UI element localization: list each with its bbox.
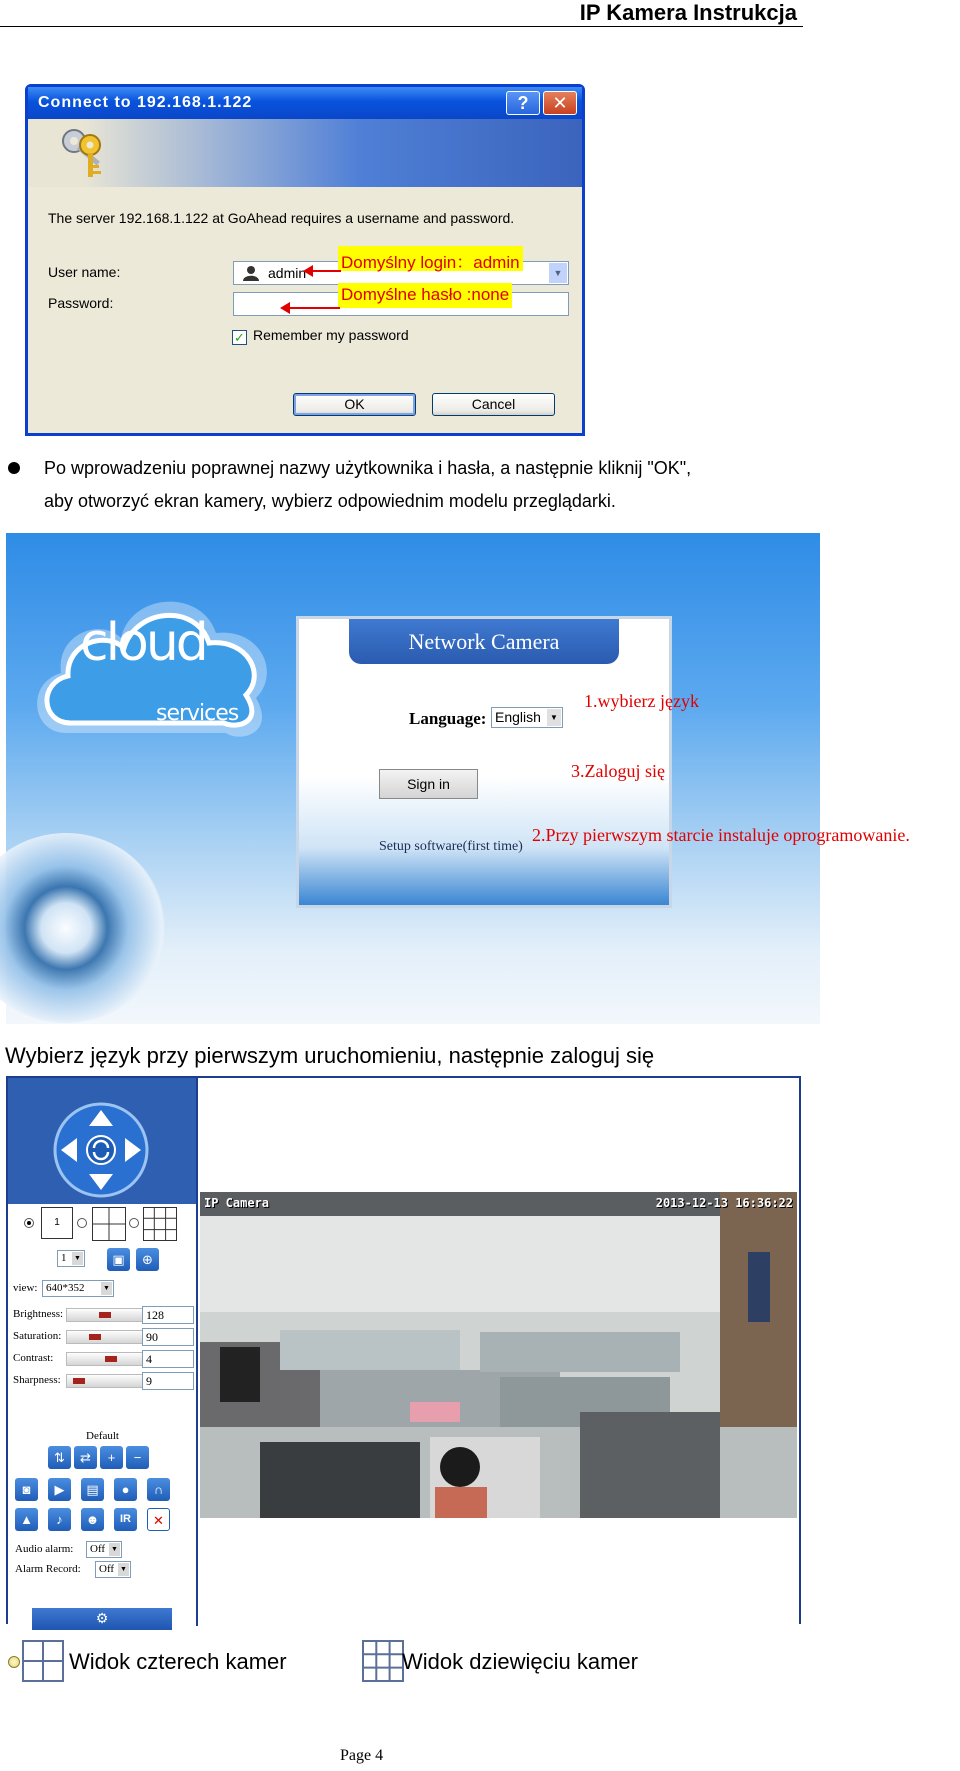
step2-annotation: 2.Przy pierwszym starcie instaluje oprogramowanie.	[532, 825, 910, 845]
ir-icon[interactable]: IR	[114, 1508, 137, 1531]
keys-icon	[58, 125, 114, 179]
ptz-header	[8, 1078, 196, 1204]
checkbox-check-icon[interactable]: ✓	[232, 330, 247, 345]
control-panel	[8, 1078, 198, 1626]
microphone-icon[interactable]: ●	[114, 1478, 137, 1501]
instruction-paragraph	[44, 452, 814, 518]
alarm-record-value: Off	[99, 1563, 115, 1575]
setting-label: Contrast:	[13, 1352, 54, 1364]
section-caption: Wybierz język przy pierwszym uruchomieniu, następnie zaloguj się	[5, 1043, 655, 1068]
nine-view-label: Widok dziewięciu kamer	[402, 1649, 638, 1674]
network-camera-login-screen	[6, 533, 910, 1024]
video-feed[interactable]	[200, 1192, 797, 1518]
four-view-grid-icon	[22, 1640, 64, 1682]
preset-target-icon[interactable]: ⊕	[136, 1248, 159, 1271]
setting-value-field[interactable]: 9	[142, 1372, 194, 1390]
channel-select[interactable]	[57, 1250, 85, 1267]
setting-value-field[interactable]: 128	[142, 1306, 194, 1324]
nine-view-icon[interactable]	[143, 1207, 177, 1241]
remember-password-checkbox[interactable]	[232, 327, 409, 345]
setting-value-field[interactable]: 4	[142, 1350, 194, 1368]
audio-alarm-select[interactable]	[86, 1541, 122, 1558]
language-label: Language:	[409, 709, 487, 728]
default-label: Default	[86, 1430, 119, 1442]
setting-slider[interactable]	[66, 1352, 144, 1366]
quad-view-icon[interactable]	[92, 1207, 126, 1241]
setup-software-link[interactable]: Setup software(first time)	[379, 839, 523, 854]
setting-slider[interactable]	[66, 1308, 144, 1322]
ok-button[interactable]: OK	[293, 393, 416, 416]
cancel-button[interactable]: Cancel	[432, 393, 555, 416]
close-button[interactable]: ✕	[543, 91, 577, 115]
chevron-down-icon[interactable]: ▼	[101, 1282, 112, 1295]
setting-label: Saturation:	[13, 1330, 62, 1342]
login-arrow-icon	[311, 270, 341, 272]
default-login-annotation: Domyślny login：admin	[338, 246, 523, 271]
settings-gear-button[interactable]	[32, 1608, 172, 1630]
lock-icon[interactable]: ▲	[15, 1508, 38, 1531]
resolution-value: 640*352	[46, 1282, 85, 1294]
clapper-icon[interactable]: ▤	[81, 1478, 104, 1501]
camera-web-interface	[6, 1076, 801, 1624]
four-view-label: Widok czterech kamer	[69, 1649, 287, 1674]
audio-alarm-value: Off	[90, 1543, 106, 1555]
user-icon	[242, 265, 260, 281]
chevron-down-icon[interactable]: ▼	[109, 1543, 120, 1556]
cloud-logo-subtext: services	[156, 701, 239, 726]
password-arrow-icon	[288, 307, 340, 309]
dialog-title: Connect to 192.168.1.122	[38, 94, 253, 111]
setting-label: Brightness:	[13, 1308, 64, 1320]
dialog-message: The server 192.168.1.122 at GoAhead requires a username and password.	[48, 210, 515, 226]
ptz-control-icon[interactable]	[53, 1102, 149, 1198]
document-title: IP Kamera Instrukcja	[579, 0, 797, 25]
dialog-titlebar	[28, 87, 582, 119]
record-video-icon[interactable]: ▶	[48, 1478, 71, 1501]
gear-icon: ⚙	[95, 1610, 109, 1626]
page-number: Page 4	[340, 1747, 384, 1764]
video-timestamp: 2013-12-13 16:36:22	[655, 1196, 793, 1210]
quad-view-radio[interactable]	[77, 1218, 87, 1228]
document-header	[0, 0, 803, 27]
setting-slider[interactable]	[66, 1330, 144, 1344]
setting-value-field[interactable]: 90	[142, 1328, 194, 1346]
nine-view-radio[interactable]	[129, 1218, 139, 1228]
dialog-banner	[28, 119, 582, 187]
single-view-radio[interactable]	[24, 1218, 34, 1228]
username-dropdown-icon[interactable]: ▼	[549, 263, 567, 283]
language-select[interactable]	[491, 707, 563, 728]
help-button[interactable]: ?	[506, 91, 540, 115]
alarm-record-select[interactable]	[95, 1561, 131, 1578]
channel-value: 1	[61, 1252, 67, 1264]
save-icon[interactable]: ▣	[107, 1248, 130, 1271]
single-view-label: 1	[54, 1217, 60, 1228]
single-view-icon[interactable]	[41, 1207, 73, 1239]
office-video-frame	[200, 1192, 797, 1518]
alarm-record-label: Alarm Record:	[15, 1563, 81, 1575]
zoom-out-icon[interactable]: −	[126, 1446, 149, 1469]
audio-alarm-label: Audio alarm:	[15, 1543, 74, 1555]
chevron-down-icon[interactable]: ▼	[72, 1252, 83, 1265]
view-label: view:	[13, 1282, 38, 1294]
remember-password-label: Remember my password	[253, 327, 409, 343]
password-label: Password:	[48, 295, 114, 311]
cloud-logo-text: cloud	[80, 613, 206, 673]
disable-icon[interactable]: ✕	[147, 1508, 170, 1531]
username-value: admin	[268, 265, 307, 281]
user-icon[interactable]: ☻	[81, 1508, 104, 1531]
setting-label: Sharpness:	[13, 1374, 61, 1386]
bullet-icon	[8, 462, 20, 474]
chevron-down-icon[interactable]: ▼	[547, 709, 561, 726]
mirror-icon[interactable]: ⇄	[74, 1446, 97, 1469]
resolution-select[interactable]	[42, 1280, 114, 1297]
nine-view-grid-icon	[362, 1640, 404, 1682]
slider-thumb[interactable]	[105, 1356, 117, 1362]
step1-annotation: 1.wybierz język	[584, 691, 699, 711]
step3-annotation: 3.Zaloguj się	[571, 761, 665, 781]
bell-icon[interactable]: ♪	[48, 1508, 71, 1531]
headphones-icon[interactable]: ∩	[147, 1478, 170, 1501]
username-label: User name:	[48, 264, 121, 280]
chevron-down-icon[interactable]: ▼	[118, 1563, 129, 1576]
slider-thumb[interactable]	[89, 1334, 101, 1340]
instruction-line-2: aby otworzyć ekran kamery, wybierz odpowiednim modelu przeglądarki.	[44, 491, 616, 511]
instruction-line-1: Po wprowadzeniu poprawnej nazwy użytkownika i hasła, a następnie kliknij "OK",	[44, 458, 692, 478]
camera-panel-title: Network Camera	[349, 619, 619, 664]
flip-icon[interactable]: ⇅	[48, 1446, 71, 1469]
sign-in-button[interactable]: Sign in	[379, 769, 478, 799]
default-password-annotation: Domyślne hasło :none	[338, 283, 512, 308]
video-title: IP Camera	[204, 1196, 270, 1210]
lens-orb-graphic	[0, 833, 166, 1023]
setting-slider[interactable]	[66, 1374, 144, 1388]
slider-thumb[interactable]	[73, 1378, 85, 1384]
slider-thumb[interactable]	[99, 1312, 111, 1318]
legend-bullet-icon	[8, 1656, 20, 1668]
zoom-in-icon[interactable]: +	[100, 1446, 123, 1469]
camera-snapshot-icon[interactable]: ◙	[15, 1478, 38, 1501]
language-value: English	[495, 709, 541, 725]
